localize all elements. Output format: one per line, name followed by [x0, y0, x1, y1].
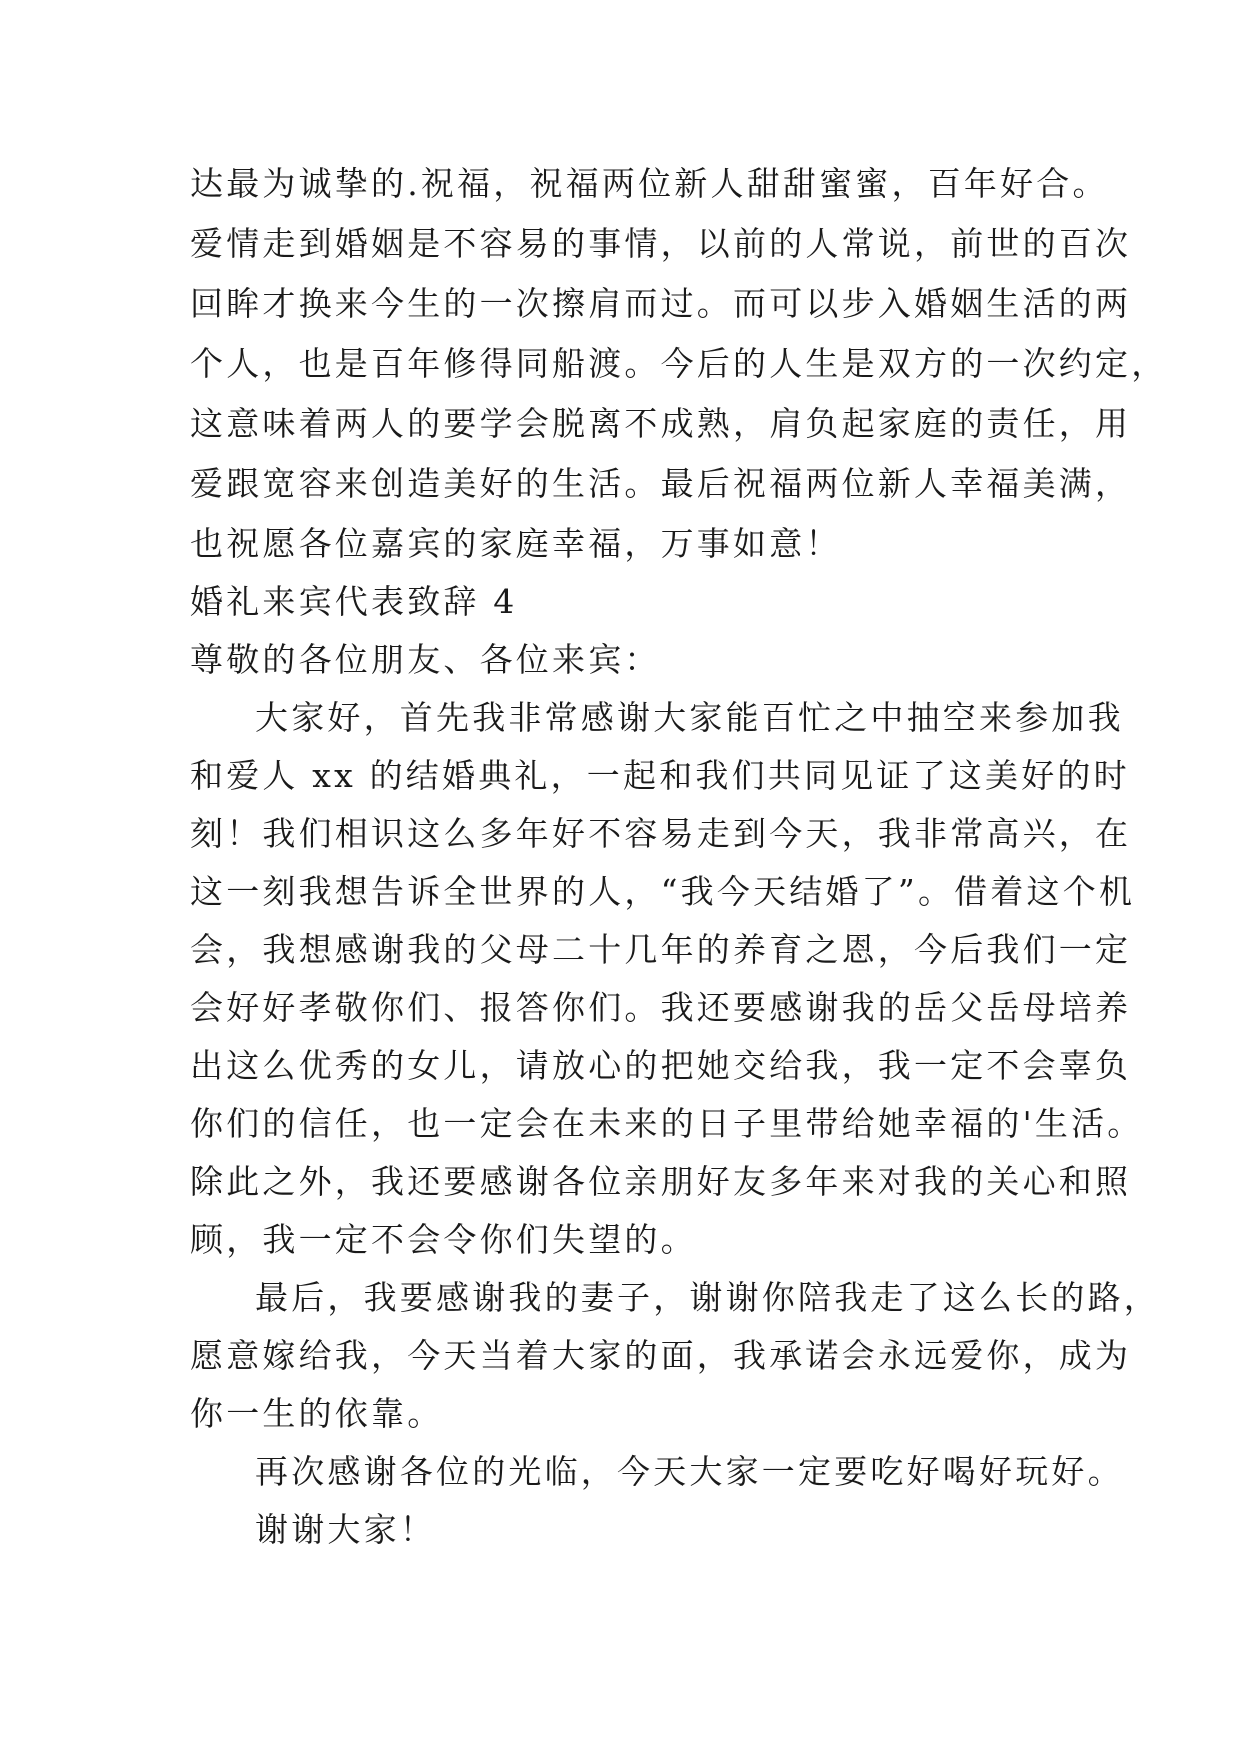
section-heading: 婚礼来宾代表致辞 4 [190, 582, 518, 621]
paragraph-line: 再次感谢各位的光临，今天大家一定要吃好喝好玩好。 [255, 1452, 1124, 1491]
paragraph-line: 刻！我们相识这么多年好不容易走到今天，我非常高兴，在 [190, 814, 1132, 853]
salutation: 尊敬的各位朋友、各位来宾： [190, 640, 661, 679]
closing-line: 谢谢大家！ [255, 1510, 436, 1549]
paragraph-line: 这一刻我想告诉全世界的人，“我今天结婚了”。借着这个机 [190, 872, 1136, 911]
paragraph-line: 会，我想感谢我的父母二十几年的养育之恩，今后我们一定 [190, 930, 1132, 969]
paragraph-line: 顾，我一定不会令你们失望的。 [190, 1220, 697, 1259]
paragraph-line: 愿意嫁给我，今天当着大家的面，我承诺会永远爱你，成为 [190, 1336, 1132, 1375]
paragraph-line: 和爱人 xx 的结婚典礼，一起和我们共同见证了这美好的时 [190, 756, 1130, 795]
paragraph-line: 这意味着两人的要学会脱离不成熟，肩负起家庭的责任，用 [190, 404, 1132, 443]
paragraph-line: 最后，我要感谢我的妻子，谢谢你陪我走了这么长的路， [255, 1278, 1160, 1317]
paragraph-line: 达最为诚挚的.祝福，祝福两位新人甜甜蜜蜜，百年好合。 [190, 164, 1109, 203]
paragraph-line: 除此之外，我还要感谢各位亲朋好友多年来对我的关心和照 [190, 1162, 1132, 1201]
paragraph-line: 回眸才换来今生的一次擦肩而过。而可以步入婚姻生活的两 [190, 284, 1132, 323]
paragraph-line: 也祝愿各位嘉宾的家庭幸福，万事如意！ [190, 524, 842, 563]
paragraph-line: 你一生的依靠。 [190, 1394, 444, 1433]
paragraph-line: 个人，也是百年修得同船渡。今后的人生是双方的一次约定， [190, 344, 1168, 383]
paragraph-line: 大家好，首先我非常感谢大家能百忙之中抽空来参加我 [255, 698, 1124, 737]
paragraph-line: 出这么优秀的女儿，请放心的把她交给我，我一定不会辜负 [190, 1046, 1132, 1085]
paragraph-line: 你们的信任，也一定会在未来的日子里带给她幸福的'生活。 [190, 1104, 1144, 1143]
paragraph-line: 爱情走到婚姻是不容易的事情，以前的人常说，前世的百次 [190, 224, 1132, 263]
paragraph-line: 会好好孝敬你们、报答你们。我还要感谢我的岳父岳母培养 [190, 988, 1132, 1027]
paragraph-line: 爱跟宽容来创造美好的生活。最后祝福两位新人幸福美满， [190, 464, 1132, 503]
